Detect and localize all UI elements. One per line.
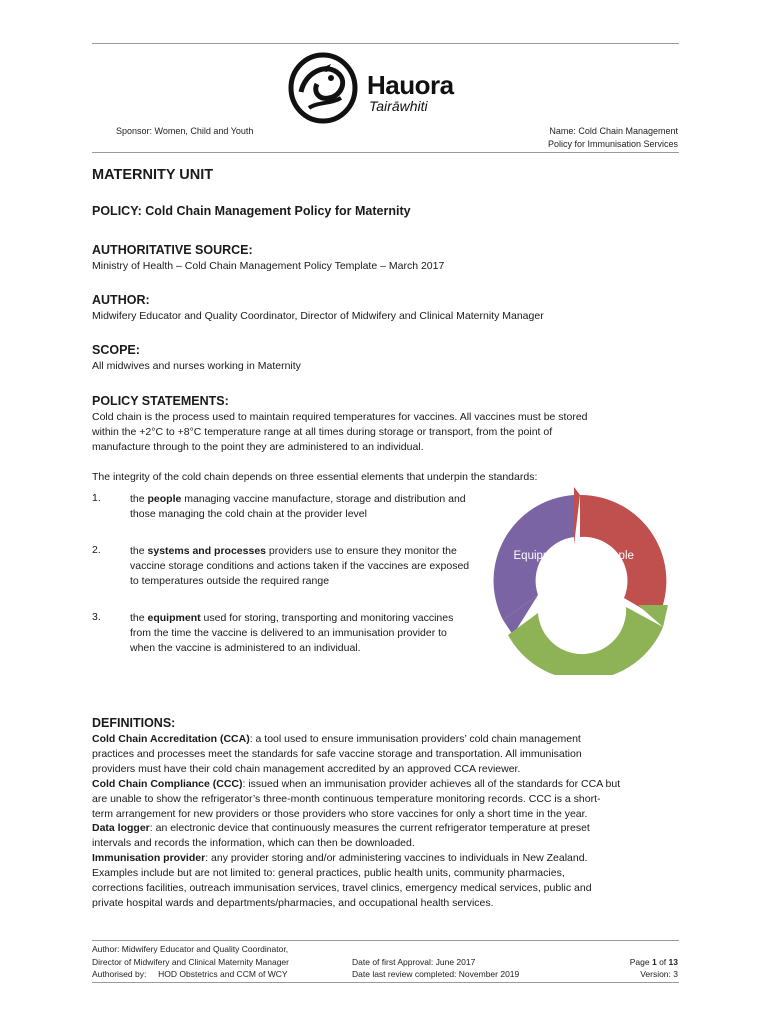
list-item: the equipment used for storing, transporting and monitoring vaccines from the time the vaccine is delivered to an immunisation provider to when the vaccine is administered to an individual. — [130, 612, 454, 654]
header-sponsor: Sponsor: Women, Child and Youth — [116, 126, 254, 136]
footer-author-line1: Author: Midwifery Educator and Quality Coordinator, — [92, 944, 289, 954]
policy-title: POLICY: Cold Chain Management Policy for Maternity — [92, 204, 411, 218]
definition-ccc-line2: are unable to show the refrigerator’s three-month continuous temperature monitoring records. CCC is a short- — [92, 793, 601, 805]
policy-para1-line3: manufacture through to the point they are administered to an individual. — [92, 441, 424, 453]
author-heading: AUTHOR: — [92, 293, 150, 307]
list-item-number: 2. — [92, 544, 101, 556]
top-rule — [92, 43, 679, 44]
definition-provider-line1: Immunisation provider: any provider storing and/or administering vaccines to individuals in New Zealand. — [92, 852, 588, 864]
logo-name: Hauora — [367, 70, 454, 100]
footer-page-number: Page 1 of 13 — [629, 957, 678, 967]
definition-datalogger-line2: intervals and records the information, which can then be downloaded. — [92, 837, 415, 849]
cold-chain-cycle-diagram — [478, 485, 678, 675]
definition-provider-line2: Examples include but are not limited to: general practices, public health units, community pharmacies, — [92, 867, 565, 879]
list-item-number: 1. — [92, 492, 101, 504]
policy-statements-heading: POLICY STATEMENTS: — [92, 394, 229, 408]
segment-label-people: People — [598, 550, 634, 562]
definition-cca-line3: providers must have their cold chain management accredited by an approved CCA reviewer. — [92, 763, 521, 775]
segment-label-equipment: Equipment — [513, 550, 569, 562]
scope-text: All midwives and nurses working in Maternity — [92, 360, 301, 372]
definition-datalogger-line1: Data logger: an electronic device that continuously measures the current refrigerator temperature at preset — [92, 822, 590, 834]
segment-label-systems: Systems & — [551, 614, 605, 626]
hauora-logo-icon — [287, 52, 359, 124]
footer-authorised-by: Authorised by: HOD Obstetrics and CCM of WCY — [92, 969, 288, 979]
authoritative-source-heading: AUTHORITATIVE SOURCE: — [92, 243, 253, 257]
authoritative-source-text: Ministry of Health – Cold Chain Management Policy Template – March 2017 — [92, 260, 445, 272]
definition-ccc-line3: term arrangement for new providers or those providers who store vaccines for only a short time in the year. — [92, 808, 588, 820]
logo-subname: Tairāwhiti — [369, 98, 428, 114]
list-item: the people managing vaccine manufacture, storage and distribution and those managing the cold chain at the provider level — [130, 493, 466, 520]
scope-heading: SCOPE: — [92, 343, 140, 357]
footer-author-line2: Director of Midwifery and Clinical Maternity Manager — [92, 957, 289, 967]
policy-para1-line2: within the +2°C to +8°C temperature range at all times during storage or transport, from the point of — [92, 426, 553, 438]
policy-para1-line1: Cold chain is the process used to maintain required temperatures for vaccines. All vaccines must be stored — [92, 411, 588, 423]
definition-cca-line1: Cold Chain Accreditation (CCA): a tool used to ensure immunisation providers’ cold chain management — [92, 733, 581, 745]
definition-provider-line4: private hospital wards and departments/pharmacies, and occupational health services. — [92, 897, 494, 909]
header-name-line1: Name: Cold Chain Management — [549, 126, 678, 136]
footer-bottom-rule — [92, 982, 679, 983]
author-text: Midwifery Educator and Quality Coordinator, Director of Midwifery and Clinical Maternity Manager — [92, 310, 544, 322]
definition-cca-line2: practices and processes meet the standards for safe vaccine storage and transportation. All immunisation — [92, 748, 582, 760]
footer-rule — [92, 940, 679, 941]
page-title: MATERNITY UNIT — [92, 167, 214, 183]
policy-para2: The integrity of the cold chain depends on three essential elements that underpin the standards: — [92, 471, 538, 483]
definition-provider-line3: corrections facilities, outreach immunisation services, travel clinics, emergency medical services, public and — [92, 882, 592, 894]
footer-version: Version: 3 — [640, 969, 678, 979]
segment-label-processes: Processes — [552, 628, 604, 640]
footer-date-first-approval: Date of first Approval: June 2017 — [352, 957, 476, 967]
header-name-line2: Policy for Immunisation Services — [547, 139, 678, 149]
definitions-heading: DEFINITIONS: — [92, 716, 176, 730]
list-item: the systems and processes providers use to ensure they monitor the vaccine storage conditions and actions taken if the vaccines are exposed to temperatures outside the required range — [130, 545, 470, 587]
list-item-number: 3. — [92, 611, 101, 623]
header-rule — [92, 152, 679, 153]
definition-ccc-line1: Cold Chain Compliance (CCC): issued when an immunisation provider achieves all of the standards for CCA but — [92, 778, 621, 790]
footer-date-last-review: Date last review completed: November 2019 — [352, 969, 520, 979]
